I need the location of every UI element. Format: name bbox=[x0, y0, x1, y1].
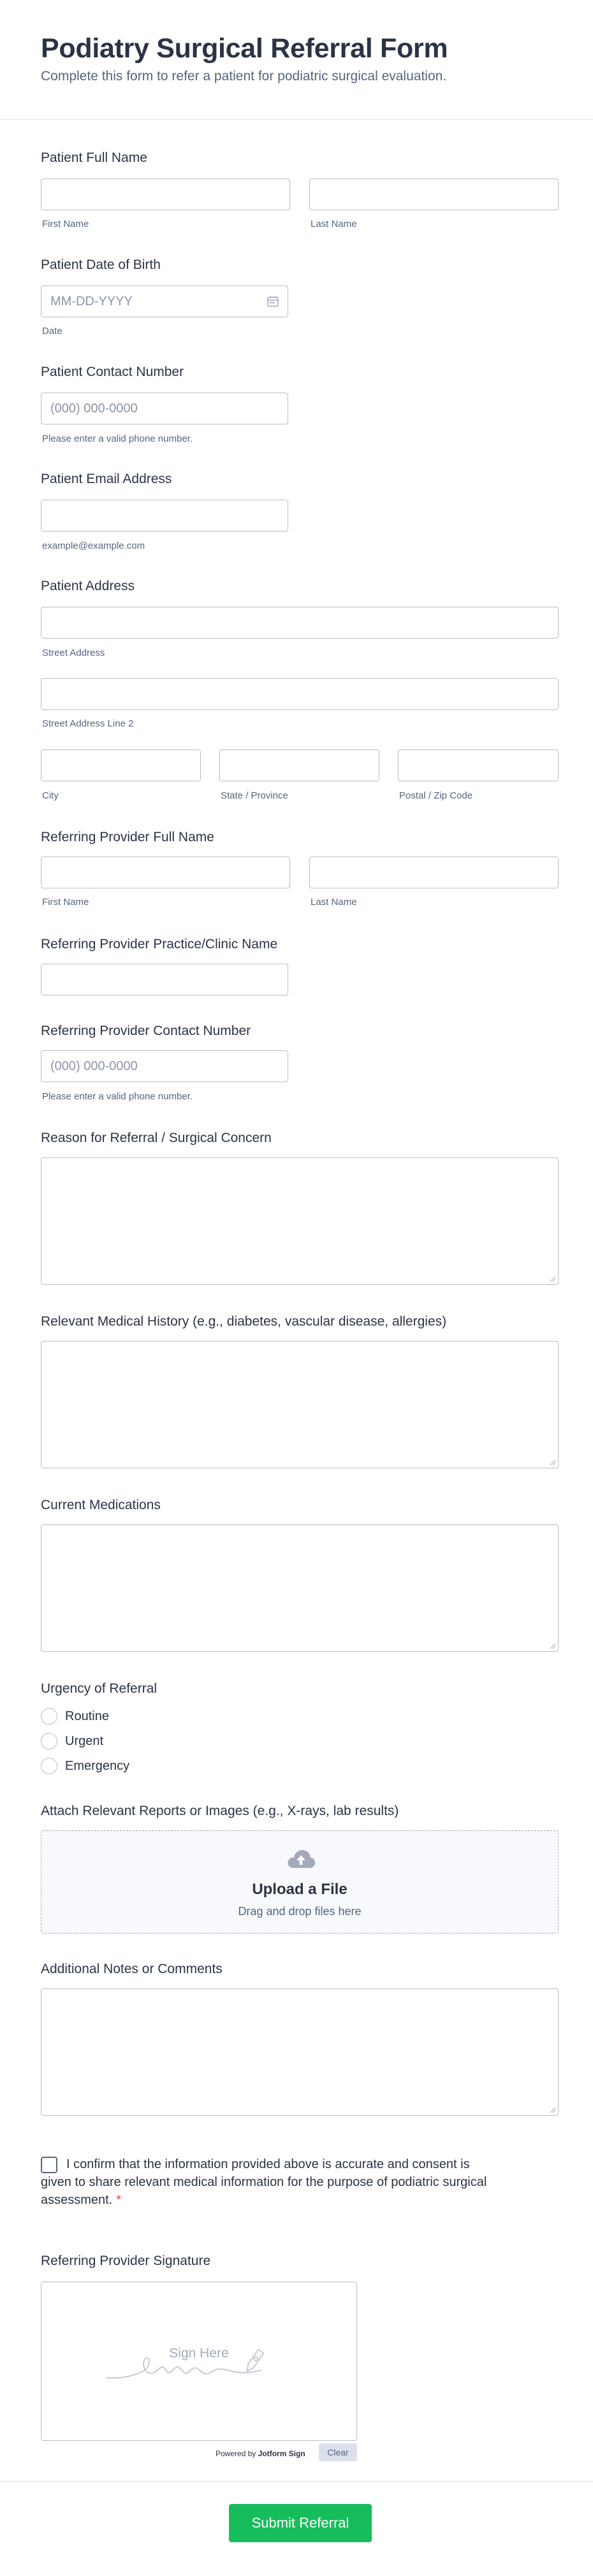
reason-textarea[interactable] bbox=[41, 1157, 559, 1285]
footer-divider bbox=[0, 2481, 593, 2482]
medications-label: Current Medications bbox=[41, 1498, 161, 1512]
street-address-input[interactable] bbox=[41, 607, 559, 639]
city-sublabel: City bbox=[42, 790, 59, 801]
form-header bbox=[0, 0, 593, 120]
patient-first-name-input[interactable] bbox=[41, 178, 290, 210]
radio-label: Routine bbox=[65, 1709, 109, 1723]
patient-phone-label: Patient Contact Number bbox=[41, 365, 184, 379]
city-input[interactable] bbox=[41, 749, 201, 781]
signature-scribble-icon bbox=[105, 2340, 290, 2384]
resize-grip-icon[interactable] bbox=[548, 1275, 556, 1282]
radio-button[interactable] bbox=[41, 1733, 57, 1749]
provider-phone-label: Referring Provider Contact Number bbox=[41, 1024, 251, 1038]
cloud-upload-icon bbox=[286, 1848, 316, 1869]
reason-label: Reason for Referral / Surgical Concern bbox=[41, 1131, 272, 1145]
provider-phone-input[interactable] bbox=[41, 1050, 288, 1082]
patient-email-input[interactable] bbox=[41, 500, 288, 532]
patient-email-sublabel: example@example.com bbox=[42, 540, 145, 551]
form-subtitle: Complete this form to refer a patient for podiatric surgical evaluation. bbox=[41, 69, 447, 83]
provider-first-name-sublabel: First Name bbox=[42, 897, 89, 908]
urgency-option-routine[interactable] bbox=[41, 1707, 109, 1726]
file-upload-dropzone[interactable] bbox=[41, 1830, 559, 1934]
upload-title: Upload a File bbox=[252, 1881, 348, 1898]
street-address-line2-sublabel: Street Address Line 2 bbox=[42, 718, 134, 729]
provider-practice-input[interactable] bbox=[41, 964, 288, 995]
radio-label: Urgent bbox=[65, 1733, 104, 1748]
signature-pad[interactable] bbox=[41, 2282, 357, 2441]
calendar-icon[interactable] bbox=[267, 295, 279, 308]
street-address-sublabel: Street Address bbox=[42, 648, 105, 658]
radio-button[interactable] bbox=[41, 1758, 57, 1774]
provider-phone-sublabel: Please enter a valid phone number. bbox=[42, 1091, 193, 1102]
patient-phone-sublabel: Please enter a valid phone number. bbox=[42, 433, 193, 444]
attachments-label: Attach Relevant Reports or Images (e.g., X-rays, lab results) bbox=[41, 1804, 399, 1818]
consent-label: I confirm that the information provided above is accurate and consent is given to share relevant medical information for the purpose of podiatric surgical assessment. bbox=[41, 2157, 487, 2207]
patient-email-label: Patient Email Address bbox=[41, 472, 172, 486]
urgency-option-urgent[interactable] bbox=[41, 1732, 103, 1751]
street-address-line2-input[interactable] bbox=[41, 678, 559, 710]
patient-last-name-input[interactable] bbox=[309, 178, 559, 210]
medications-textarea[interactable] bbox=[41, 1524, 559, 1652]
history-textarea[interactable] bbox=[41, 1341, 559, 1468]
provider-practice-label: Referring Provider Practice/Clinic Name bbox=[41, 937, 278, 952]
state-sublabel: State / Province bbox=[221, 790, 288, 801]
urgency-label: Urgency of Referral bbox=[41, 1681, 157, 1696]
urgency-option-emergency[interactable] bbox=[41, 1756, 129, 1776]
patient-phone-input[interactable] bbox=[41, 393, 288, 424]
notes-textarea[interactable] bbox=[41, 1988, 559, 2116]
signature-label: Referring Provider Signature bbox=[41, 2254, 211, 2268]
radio-button[interactable] bbox=[41, 1708, 57, 1725]
state-input[interactable] bbox=[219, 749, 379, 781]
provider-last-name-input[interactable] bbox=[309, 857, 559, 888]
powered-by bbox=[216, 2449, 305, 2458]
patient-address-label: Patient Address bbox=[41, 579, 135, 593]
patient-last-name-sublabel: Last Name bbox=[311, 219, 357, 229]
patient-first-name-sublabel: First Name bbox=[42, 219, 89, 229]
jotform-sign-brand[interactable]: Jotform Sign bbox=[258, 2449, 305, 2458]
patient-dob-label: Patient Date of Birth bbox=[41, 257, 161, 272]
submit-referral-button[interactable]: Submit Referral bbox=[229, 2504, 372, 2542]
zip-sublabel: Postal / Zip Code bbox=[399, 790, 473, 801]
consent-text bbox=[41, 2155, 500, 2209]
notes-label: Additional Notes or Comments bbox=[41, 1962, 223, 1976]
patient-dob-sublabel: Date bbox=[42, 326, 62, 336]
provider-first-name-input[interactable] bbox=[41, 857, 290, 888]
patient-dob-input[interactable] bbox=[41, 286, 288, 317]
upload-subtitle: Drag and drop files here bbox=[238, 1905, 362, 1918]
resize-grip-icon[interactable] bbox=[548, 2106, 556, 2113]
powered-by-prefix: Powered by bbox=[216, 2449, 256, 2458]
clear-signature-button[interactable]: Clear bbox=[319, 2443, 357, 2461]
signature-hint: Sign Here bbox=[169, 2346, 229, 2361]
history-label: Relevant Medical History (e.g., diabetes, vascular disease, allergies) bbox=[41, 1314, 447, 1329]
patient-name-label: Patient Full Name bbox=[41, 150, 147, 165]
provider-name-label: Referring Provider Full Name bbox=[41, 830, 214, 844]
resize-grip-icon[interactable] bbox=[548, 1642, 556, 1649]
radio-label: Emergency bbox=[65, 1758, 130, 1773]
form-title: Podiatry Surgical Referral Form bbox=[41, 33, 448, 64]
provider-last-name-sublabel: Last Name bbox=[311, 897, 357, 908]
required-asterisk: * bbox=[116, 2193, 122, 2207]
zip-input[interactable] bbox=[398, 749, 559, 781]
resize-grip-icon[interactable] bbox=[548, 1458, 556, 1466]
